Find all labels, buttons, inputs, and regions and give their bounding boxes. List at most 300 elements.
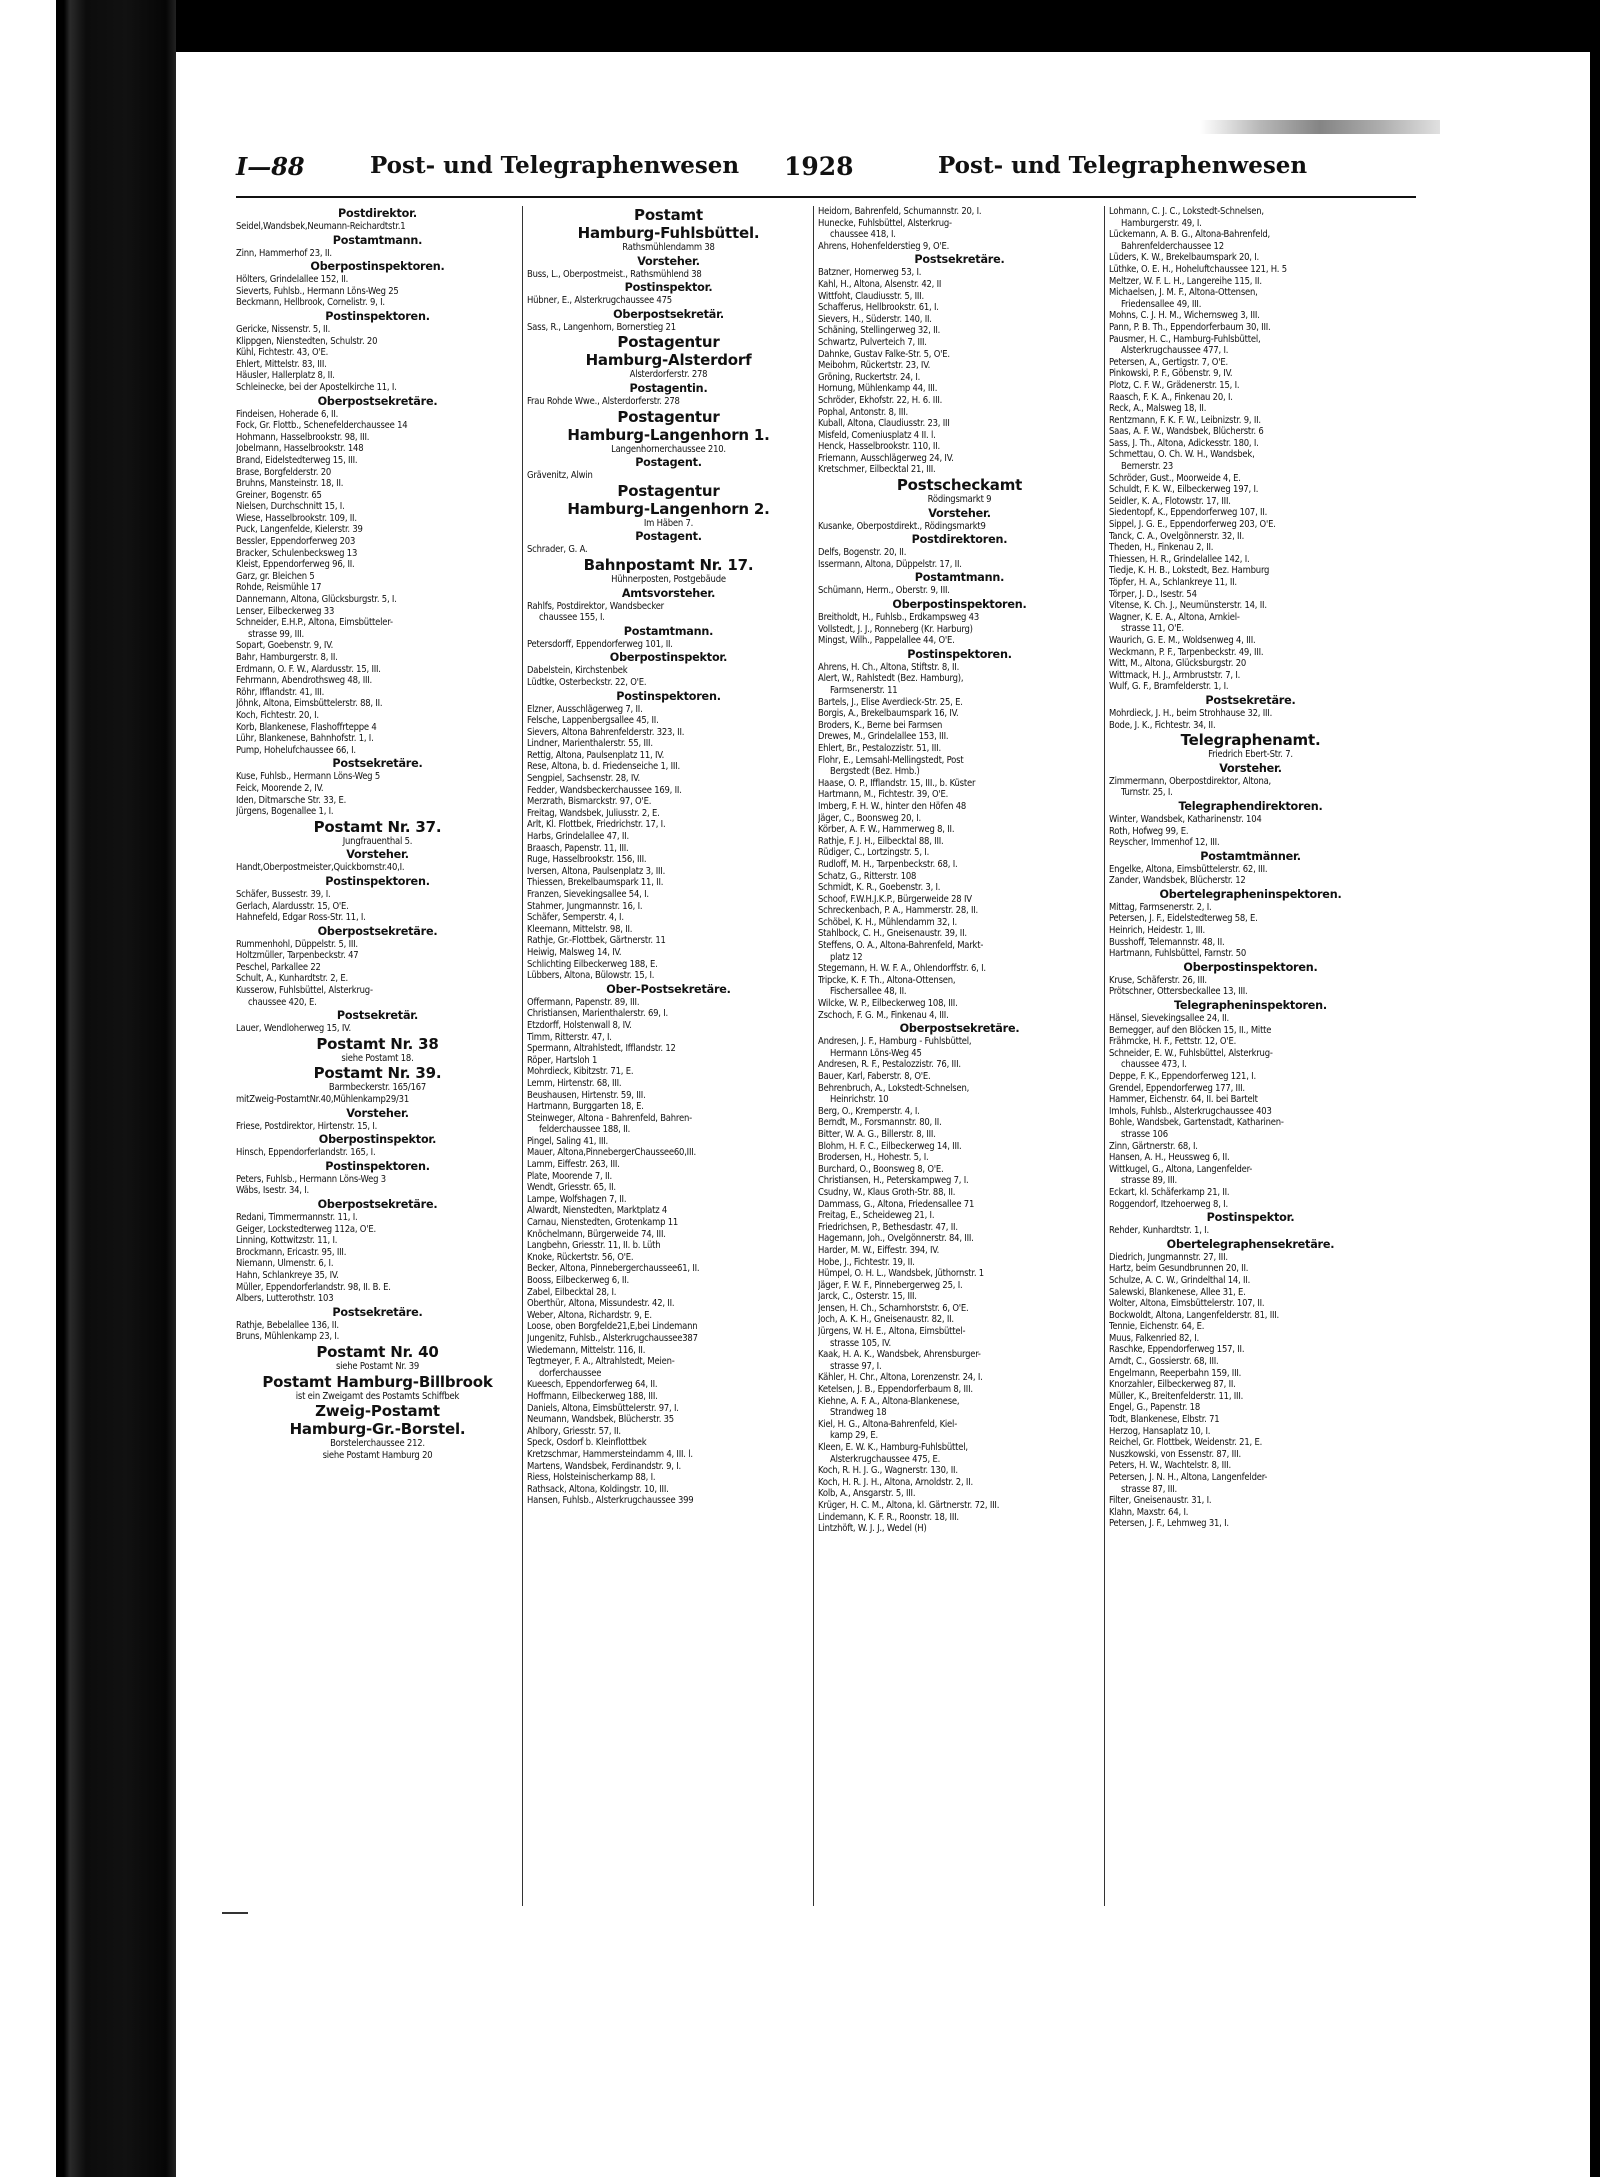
directory-entry: Timm, Ritterstr. 47, I. (527, 1031, 612, 1043)
address-line: Rathsmühlendamm 38 (622, 242, 715, 253)
directory-entry: Arlt, Kl. Flottbek, Friedrichstr. 17, I. (527, 819, 666, 831)
address-line: Rödingsmarkt 9 (927, 494, 992, 506)
directory-entry: Speck, Osdorf b. Kleinflottbek (527, 1437, 647, 1449)
directory-entry: Wagner, K. E. A., Altona, Arnkiel- (1109, 611, 1240, 623)
directory-entry: Filter, Gneisenaustr. 31, I. (1109, 1495, 1212, 1507)
directory-entry: Sopart, Goebenstr. 9, IV. (236, 640, 334, 652)
directory-entry: Vollstedt, J. J., Ronneberg (Kr. Harburg) (818, 623, 973, 635)
office-title: Postamt Nr. 39. (313, 1064, 442, 1083)
column-3 (818, 206, 1101, 1535)
directory-entry: Häusler, Hallerplatz 8, II. (236, 370, 335, 382)
directory-entry: Erdmann, O. F. W., Alardusstr. 15, III. (236, 663, 381, 675)
directory-entry: Fehrmann, Abendrothsweg 48, III. (236, 675, 373, 687)
directory-entry: Schröder, Gust., Moorweide 4, E. (1109, 472, 1241, 484)
directory-entry: Grävenitz, Alwin (527, 470, 593, 482)
directory-entry: Dahnke, Gustav Falke-Str. 5, O'E. (818, 348, 950, 360)
directory-entry: Busshoff, Telemannstr. 48, II. (1109, 936, 1225, 948)
directory-entry: Alwardt, Nienstedten, Marktplatz 4 (527, 1205, 668, 1217)
running-title-left: Post- und Telegraphenwesen (370, 152, 740, 179)
directory-entry: Broders, K., Berne bei Farmsen (818, 719, 943, 731)
directory-entry: Lüdtke, Osterbeckstr. 22, O'E. (527, 676, 647, 688)
directory-entry: Röhr, Ifflandstr. 41, III. (236, 686, 325, 698)
directory-entry: Wolter, Altona, Eimsbüttelerstr. 107, II. (1109, 1298, 1265, 1310)
section-heading: Postdirektoren. (911, 533, 1008, 547)
directory-entry: Rathje, Bebelallee 136, II. (236, 1319, 339, 1331)
scan-top-border (176, 0, 1590, 52)
section-heading: Postsekretäre. (332, 757, 423, 771)
directory-entry: Langbehn, Griesstr. 11, II. b. Lüth (527, 1240, 661, 1252)
directory-entry: Lampe, Wolfshagen 7, II. (527, 1193, 627, 1205)
directory-entry: Franzen, Sievekingsallee 54, I. (527, 889, 649, 900)
directory-entry: Waurich, G. E. M., Woldsenweg 4, III. (1109, 634, 1256, 646)
directory-entry: Hänsel, Sievekingsallee 24, II. (1109, 1013, 1229, 1025)
section-heading: Telegraphendirektoren. (1178, 799, 1323, 813)
office-title: Postamt Hamburg-Billbrook (262, 1372, 493, 1391)
directory-entry: Loose, oben Borgfelde21,E,bei Lindemann (527, 1321, 698, 1333)
directory-entry: Jürgens, W. H. E., Altona, Eimsbüttel- (818, 1326, 966, 1338)
directory-entry: Issermann, Altona, Düppelstr. 17, II. (818, 558, 962, 570)
directory-entry: Sass, J. Th., Altona, Adickesstr. 180, I. (1109, 437, 1259, 449)
directory-entry: Brand, Eidelstedterweg 15, III. (236, 454, 358, 466)
directory-entry: Hartmann, Fuhlsbüttel, Farnstr. 50 (1109, 948, 1247, 960)
section-heading: Obertelegrapheninspektoren. (1159, 887, 1342, 901)
directory-entry: Rettig, Altona, Paulsenplatz 11, IV. (527, 749, 665, 761)
directory-entry: Delfs, Bogenstr. 20, II. (818, 547, 907, 559)
directory-entry: Tripcke, K. F. Th., Altona-Ottensen, (818, 974, 956, 986)
directory-entry: Lindemann, K. F. R., Roonstr. 18, III. (818, 1511, 959, 1523)
directory-entry: Spermann, Altrahlstedt, Ifflandstr. 12 (527, 1043, 676, 1055)
office-title: Postagentur (617, 333, 720, 352)
address-line: siehe Postamt Hamburg 20 (322, 1449, 433, 1461)
directory-entry: Albers, Lutterothstr. 103 (236, 1293, 334, 1305)
directory-entry: Witt, M., Altona, Glücksburgstr. 20 (1109, 658, 1247, 670)
entry-continuation: felderchaussee 188, II. (539, 1124, 631, 1136)
directory-entry: Pinkowski, P. F., Göbenstr. 9, IV. (1109, 368, 1233, 380)
entry-continuation: chaussee 418, I. (830, 229, 896, 241)
directory-entry: Bartels, J., Elise Averdieck-Str. 25, E. (818, 696, 963, 708)
office-title: Postagentur (617, 407, 720, 426)
directory-entry: Hübner, E., Alsterkrugchaussee 475 (527, 295, 672, 307)
office-title: Hamburg-Gr.-Borstel. (289, 1420, 466, 1439)
directory-entry: Thiessen, H. R., Grindelallee 142, I. (1109, 553, 1250, 565)
directory-entry: Blohm, H. F. C., Eilbeckerweg 14, III. (818, 1140, 962, 1152)
directory-entry: Schult, A., Kunhardtstr. 2, E. (236, 973, 348, 985)
directory-entry: Harder, M. W., Eiffestr. 394, IV. (818, 1244, 940, 1256)
section-heading: Oberpostinspektor. (318, 1133, 437, 1147)
office-title: Bahnpostamt Nr. 17. (583, 555, 754, 574)
scan-right-border (1590, 0, 1600, 2177)
directory-entry: Batzner, Hornerweg 53, I. (818, 267, 922, 279)
office-title: Postagentur (617, 481, 720, 500)
directory-entry: Rathsack, Altona, Koldingstr. 10, III. (527, 1483, 669, 1495)
book-gutter (56, 0, 176, 2177)
directory-entry: Klippgen, Nienstedten, Schulstr. 20 (236, 335, 378, 347)
directory-entry: Diedrich, Jungmannstr. 27, III. (1109, 1251, 1228, 1263)
directory-entry: Schatz, G., Ritterstr. 108 (818, 870, 917, 882)
column-divider (813, 206, 814, 1906)
directory-entry: Kretschmer, Eilbecktal 21, III. (818, 464, 936, 476)
office-title: Hamburg-Alsterdorf (585, 351, 752, 370)
directory-entry: Pann, P. B. Th., Eppendorferbaum 30, III. (1109, 321, 1271, 333)
directory-entry: Heidorn, Bahrenfeld, Schumannstr. 20, I. (818, 206, 982, 217)
entry-continuation: strasse 106 (1121, 1128, 1168, 1140)
entry-continuation: Fischersallee 48, II. (830, 986, 907, 998)
directory-entry: Rehder, Kunhardtstr. 1, I. (1109, 1225, 1209, 1237)
directory-entry: Saas, A. F. W., Wandsbek, Blücherstr. 6 (1109, 426, 1264, 438)
directory-entry: Bracker, Schulenbecksweg 13 (236, 547, 358, 559)
directory-entry: Prötschner, Ottersbeckallee 13, III. (1109, 986, 1248, 998)
directory-entry: Hartz, beim Gesundbrunnen 20, II. (1109, 1263, 1249, 1275)
directory-entry: Andresen, R. F., Pestalozzistr. 76, III. (818, 1059, 961, 1071)
directory-entry: Sengpiel, Sachsenstr. 28, IV. (527, 773, 640, 785)
directory-entry: Niemann, Ulmenstr. 6, I. (236, 1258, 334, 1270)
directory-entry: Dabelstein, Kirchstenbek (527, 665, 628, 677)
section-heading: Postamtmann. (332, 233, 423, 247)
directory-entry: Körber, A. F. W., Hammerweg 8, II. (818, 824, 955, 836)
directory-entry: Grendel, Eppendorferweg 177, III. (1109, 1082, 1245, 1094)
directory-entry: Oberthür, Altona, Missundestr. 42, II. (527, 1298, 675, 1310)
directory-entry: Garz, gr. Bleichen 5 (236, 570, 315, 582)
directory-entry: Feick, Moorende 2, IV. (236, 782, 324, 794)
directory-entry: Nuszkowski, von Essenstr. 87, III. (1109, 1448, 1241, 1460)
directory-entry: Steffens, O. A., Altona-Bahrenfeld, Markt- (818, 940, 984, 952)
directory-entry: Lüthke, O. E. H., Hoheluftchaussee 121, H. 5 (1109, 263, 1287, 275)
directory-entry: Pingel, Saling 41, III. (527, 1135, 609, 1147)
directory-entry: Törper, J. D., Isestr. 54 (1109, 588, 1197, 600)
directory-entry: Schäning, Stellingerweg 32, II. (818, 325, 941, 337)
directory-entry: Vitense, K. Ch. J., Neumünsterstr. 14, II. (1109, 600, 1267, 612)
directory-entry: Seidel,Wandsbek,Neumann-Reichardtstr.1 (236, 221, 406, 232)
address-line: Friedrich Ebert-Str. 7. (1208, 749, 1293, 761)
directory-entry: Hahn, Schlankreye 35, IV. (236, 1269, 339, 1281)
entry-continuation: chaussee 420, E. (248, 996, 317, 1008)
directory-entry: Holtzmüller, Tarpenbeckstr. 47 (236, 950, 359, 962)
directory-entry: Deppe, F. K., Eppendorferweg 121, I. (1109, 1071, 1256, 1082)
section-heading: Postinspektoren. (907, 647, 1012, 661)
directory-entry: Kiehne, A. F. A., Altona-Blankenese, (818, 1395, 960, 1407)
directory-entry: Kretzschmar, Hammersteindamm 4, III. l. (527, 1448, 693, 1460)
office-title: Hamburg-Fuhlsbüttel. (577, 224, 760, 242)
directory-entry: Linning, Kottwitzstr. 11, I. (236, 1235, 338, 1247)
directory-entry: Lemm, Hirtenstr. 68, III. (527, 1077, 622, 1089)
directory-entry: Petersdorff, Eppendorferweg 101, II. (527, 638, 673, 650)
directory-entry: Koch, R. H. J. G., Wagnerstr. 130, II. (818, 1465, 958, 1477)
directory-entry: Engelke, Altona, Eimsbüttelerstr. 62, III. (1109, 863, 1268, 875)
directory-entry: Ehlert, Mittelstr. 83, III. (236, 358, 327, 370)
directory-entry: Sievers, H., Süderstr. 140, II. (818, 313, 932, 325)
directory-entry: Hunecke, Fuhlsbüttel, Alsterkrug- (818, 217, 952, 229)
directory-entry: Rummenhohl, Düppelstr. 5, III. (236, 938, 358, 950)
section-heading: Postsekretäre. (914, 253, 1005, 267)
directory-entry: Hahnefeld, Edgar Ross-Str. 11, I. (236, 912, 366, 924)
directory-entry: Salewski, Blankenese, Allee 31, E. (1109, 1286, 1246, 1298)
directory-entry: Sass, R., Langenhorn, Bornerstieg 21 (527, 321, 676, 333)
directory-entry: Misfeld, Comeniusplatz 4 II. l. (818, 429, 936, 441)
directory-entry: Lintzhöft, W. J. J., Wedel (H) (818, 1523, 927, 1535)
section-heading: Postsekretäre. (332, 1305, 423, 1319)
entry-continuation: kamp 29, E. (830, 1430, 879, 1442)
directory-entry: Imhols, Fuhlsb., Alsterkrugchaussee 403 (1109, 1105, 1272, 1117)
entry-continuation: strasse 89, III. (1121, 1175, 1178, 1187)
directory-entry: Martens, Wandsbek, Ferdinandstr. 9, I. (527, 1460, 681, 1472)
directory-entry: Handt,Oberpostmeister,Quickbornstr.40,I. (236, 862, 405, 874)
directory-entry: Kolb, A., Ansgarstr. 5, III. (818, 1488, 916, 1500)
directory-entry: Tanck, C. A., Övelgönnerstr. 32, II. (1109, 530, 1245, 542)
directory-entry: Bernegger, auf den Blöcken 15, II., Mitte (1109, 1024, 1272, 1036)
directory-entry: Zinn, Hammerhof 23, II. (236, 247, 332, 259)
directory-entry: Mohns, C. J. H. M., Wichernsweg 3, III. (1109, 310, 1260, 322)
directory-entry: Kahl, H., Altona, Alsenstr. 42, II (818, 278, 942, 290)
directory-entry: Lühr, Blankenese, Bahnhofstr. 1, I. (236, 733, 374, 745)
section-heading: Oberpostsekretäre. (899, 1022, 1020, 1036)
office-title: Postscheckamt (896, 476, 1023, 495)
office-title: Postamt (634, 206, 703, 224)
directory-entry: Stahlbock, C. H., Gneisenaustr. 39, II. (818, 928, 967, 940)
address-line: Hühnerposten, Postgebäude (611, 573, 726, 585)
directory-entry: Friedrichsen, P., Bethesdastr. 47, II. (818, 1221, 958, 1233)
directory-entry: Schmettau, O. Ch. W. H., Wandsbek, (1109, 449, 1255, 461)
entry-continuation: strasse 11, O'E. (1121, 623, 1184, 635)
entry-continuation: chaussee 473, I. (1121, 1059, 1187, 1071)
column-4 (1109, 206, 1392, 1530)
directory-entry: Meibohm, Rückertstr. 23, IV. (818, 360, 931, 372)
directory-entry: Hartmann, Burggarten 18, E. (527, 1101, 644, 1113)
directory-entry: Knöchelmann, Bürgerweide 74, III. (527, 1228, 666, 1240)
directory-entry: Elzner, Ausschlägerweg 7, II. (527, 703, 643, 715)
directory-entry: Bohle, Wandsbek, Gartenstadt, Katharinen- (1109, 1117, 1284, 1129)
directory-entry: Schneider, E. W., Fuhlsbüttel, Alsterkrug- (1109, 1047, 1273, 1059)
entry-continuation: Strandweg 18 (830, 1407, 887, 1419)
directory-entry: Müller, K., Breitenfelderstr. 11, III. (1109, 1390, 1244, 1402)
directory-entry: Flohr, E., Lemsahl-Mellingstedt, Post (818, 754, 964, 766)
directory-entry: Heiwig, Malsweg 14, IV. (527, 946, 622, 958)
directory-entry: Booss, Eilbeckerweg 6, II. (527, 1275, 629, 1286)
directory-entry: Pump, Hohelufchaussee 66, I. (236, 744, 356, 756)
directory-entry: Etzdorff, Holstenwall 8, IV. (527, 1019, 632, 1031)
directory-entry: Mingst, Wilh., Pappelallee 44, O'E. (818, 635, 955, 647)
entry-continuation: strasse 97, I. (830, 1360, 882, 1372)
directory-entry: Kühl, Fichtestr. 43, O'E. (236, 347, 329, 359)
directory-entry: Beushausen, Hirtenstr. 59, III. (527, 1089, 646, 1101)
directory-entry: Jürgens, Bogenallee 1, I. (236, 806, 334, 818)
section-heading: Ober-Postsekretäre. (606, 982, 731, 996)
entry-continuation: Friedensallee 49, III. (1121, 298, 1202, 310)
directory-entry: Bauer, Karl, Faberstr. 8, O'E. (818, 1071, 931, 1082)
directory-entry: Dammass, G., Altona, Friedensallee 71 (818, 1198, 975, 1210)
address-line: Alsterdorferstr. 278 (629, 369, 708, 381)
directory-entry: Plotz, C. F. W., Grädenerstr. 15, I. (1109, 379, 1240, 391)
section-heading: Postdirektor. (338, 207, 417, 220)
directory-entry: Rudloff, M. H., Tarpenbeckstr. 68, I. (818, 858, 958, 870)
directory-entry: Hobe, J., Fichtestr. 19, II. (818, 1256, 915, 1268)
directory-entry: Borgis, A., Brekelbaumspark 16, IV. (818, 708, 959, 720)
section-heading: Oberpostinspektor. (609, 651, 728, 665)
directory-entry: Schulze, A. C. W., Grindelthal 14, II. (1109, 1274, 1251, 1286)
directory-entry: Rathje, Gr.-Flottbek, Gärtnerstr. 11 (527, 935, 666, 947)
directory-entry: Gericke, Nissenstr. 5, II. (236, 323, 331, 335)
directory-entry: Thiessen, Brekelbaumspark 11, II. (527, 877, 664, 889)
directory-entry: Hammer, Eichenstr. 64, II. bei Bartelt (1109, 1094, 1258, 1106)
section-heading: Postamtmann. (623, 624, 714, 638)
directory-entry: Brockmann, Ericastr. 95, III. (236, 1246, 347, 1258)
directory-entry: Rathje, F. J. H., Eilbecktal 88, III. (818, 835, 944, 847)
directory-entry: Schrader, G. A. (527, 544, 588, 556)
directory-entry: Hohmann, Hasselbrookstr. 98, III. (236, 431, 370, 443)
directory-entry: Kiel, H. G., Altona-Bahrenfeld, Kiel- (818, 1418, 958, 1430)
directory-entry: Mohrdieck, Kibitzstr. 71, E. (527, 1066, 634, 1078)
directory-entry: Alert, W., Rahlstedt (Bez. Hamburg), (818, 673, 964, 685)
entry-continuation: Bahrenfelderchaussee 12 (1121, 240, 1224, 252)
scan-edge (0, 0, 56, 2177)
directory-entry: Ketelsen, J. B., Eppendorferbaum 8, III. (818, 1384, 973, 1396)
directory-entry: Wilcke, W. P., Eilbeckerweg 108, III. (818, 998, 958, 1010)
directory-entry: Freitag, Wandsbek, Juliusstr. 2, E. (527, 807, 660, 819)
directory-entry: Tiedje, K. H. B., Lokstedt, Bez. Hamburg (1109, 565, 1270, 577)
margin-mark (222, 1912, 248, 1914)
directory-entry: Ahrens, Hohenfelderstieg 9, O'E. (818, 240, 950, 252)
entry-continuation: chaussee 155, I. (539, 612, 605, 624)
directory-entry: Ruge, Hasselbrookstr. 156, III. (527, 854, 647, 866)
directory-entry: Jäger, C., Boonsweg 20, I. (818, 812, 921, 824)
section-heading: Amtsvorsteher. (621, 586, 716, 600)
directory-entry: Rese, Altona, b. d. Friedenseiche 1, III. (527, 761, 680, 773)
directory-entry: Imberg, F. H. W., hinter den Höfen 48 (818, 800, 967, 812)
section-heading: Postsekretär. (336, 1009, 419, 1023)
directory-entry: Andresen, J. F., Hamburg - Fuhlsbüttel, (818, 1036, 972, 1048)
directory-entry: Michaelsen, J. M. F., Altona-Ottensen, (1109, 287, 1258, 299)
section-heading: Postamtmänner. (1200, 849, 1301, 863)
directory-entry: Koch, Fichtestr. 20, I. (236, 709, 319, 721)
directory-entry: Wittkugel, G., Altona, Langenfelder- (1109, 1163, 1253, 1175)
directory-entry: Merzrath, Bismarckstr. 97, O'E. (527, 796, 652, 808)
directory-entry: Zander, Wandsbek, Blücherstr. 12 (1109, 875, 1246, 887)
entry-continuation: strasse 105, IV. (830, 1337, 891, 1349)
directory-entry: Lenser, Eilbeckerweg 33 (236, 605, 335, 617)
directory-entry: Kusserow, Fuhlsbüttel, Alsterkrug- (236, 985, 373, 997)
directory-entry: Raschke, Eppendorferweg 157, II. (1109, 1344, 1245, 1356)
directory-entry: Wulf, G. F., Bramfelderstr. 1, I. (1109, 681, 1229, 693)
directory-entry: Siedentopf, K., Eppendorferweg 107, II. (1109, 507, 1268, 519)
directory-entry: Schneider, E.H.P., Altona, Eimsbütteler- (236, 617, 393, 629)
directory-entry: Peschel, Parkallee 22 (236, 961, 321, 973)
directory-entry: Weber, Altona, Richardstr. 9, E. (527, 1309, 652, 1321)
directory-entry: Eckart, kl. Schäferkamp 21, II. (1109, 1186, 1230, 1198)
section-heading: Vorsteher. (346, 848, 409, 862)
directory-entry: Sievers, Altona Bahrenfelderstr. 323, II. (527, 726, 685, 738)
directory-entry: Becker, Altona, Pinnebergerchaussee61, II. (527, 1263, 700, 1275)
directory-entry: Dannemann, Altona, Glücksburgstr. 5, I. (236, 594, 397, 606)
directory-entry: Freitag, E., Scheideweg 21, I. (818, 1210, 935, 1222)
section-heading: Postamtmann. (914, 571, 1005, 585)
directory-entry: Jungenitz, Fuhlsb., Alsterkrugchaussee387 (527, 1332, 698, 1344)
directory-entry: Christiansen, H., Peterskampweg 7, I. (818, 1175, 969, 1187)
directory-entry: Schuldt, F. K. W., Eilbeckerweg 197, I. (1109, 484, 1259, 496)
directory-entry: Rüdiger, C., Lortzingstr. 5, I. (818, 847, 930, 859)
section-heading: Postsekretäre. (1205, 693, 1296, 707)
directory-entry: Nielsen, Durchschnitt 15, I. (236, 501, 345, 513)
section-heading: Postinspektoren. (325, 1159, 430, 1173)
address-line: Langenhornerchaussee 210. (611, 443, 726, 455)
column-divider (522, 206, 523, 1906)
directory-entry: Engelmann, Reeperbahn 159, III. (1109, 1367, 1242, 1379)
directory-entry: Hoffmann, Eilbeckerweg 188, III. (527, 1390, 658, 1402)
directory-entry: Braasch, Papenstr. 11, III. (527, 842, 629, 854)
directory-entry: Christiansen, Marienthalerstr. 69, I. (527, 1008, 669, 1020)
directory-entry: Koch, H. R. J. H., Altona, Arnoldstr. 2, II. (818, 1476, 973, 1488)
directory-entry: Hornung, Mühlenkamp 44, III. (818, 383, 938, 395)
page-number: I—88 (236, 152, 305, 181)
entry-continuation: Bergstedt (Bez. Hmb.) (830, 766, 920, 778)
address-line: ist ein Zweigamt des Postamts Schiffbek (295, 1390, 460, 1402)
directory-entry: Petersen, J. N. H., Altona, Langenfelder- (1109, 1472, 1268, 1483)
directory-entry: Müller, Eppendorferlandstr. 98, II. B. E. (236, 1281, 391, 1293)
directory-entry: Wittfoht, Claudiusstr. 5, III. (818, 290, 924, 302)
directory-entry: Peters, Fuhlsb., Hermann Löns-Weg 3 (236, 1173, 386, 1185)
entry-continuation: strasse 99, III. (248, 628, 305, 640)
directory-entry: Zinn, Gärtnerstr. 68, I. (1109, 1140, 1198, 1152)
directory-entry: Peters, H. W., Wachtelstr. 8, III. (1109, 1460, 1231, 1472)
address-line: Borstelerchaussee 212. (330, 1438, 425, 1450)
directory-entry: Hansen, A. H., Heussweg 6, II. (1109, 1152, 1230, 1164)
directory-entry: Herzog, Hansaplatz 10, I. (1109, 1425, 1211, 1437)
directory-entry: Ahrens, H. Ch., Altona, Stiftstr. 8, II. (818, 661, 960, 673)
directory-entry: Korb, Blankenese, Flashoffrteppe 4 (236, 721, 377, 733)
directory-entry: Bruns, Mühlenkamp 23, I. (236, 1331, 340, 1343)
directory-entry: Felsche, Lappenbergsallee 45, II. (527, 715, 659, 727)
directory-entry: Ehlert, Br., Pestalozzistr. 51, III. (818, 742, 941, 754)
directory-entry: Frähmcke, H. F., Fettstr. 12, O'E. (1109, 1036, 1237, 1048)
directory-entry: Petersen, A., Gertigstr. 7, O'E. (1109, 356, 1228, 368)
directory-entry: Seidler, K. A., Flotowstr. 17, III. (1109, 495, 1231, 507)
section-heading: Vorsteher. (346, 1106, 409, 1120)
header-rule (236, 196, 1416, 198)
directory-entry: Jensen, H. Ch., Scharnhorststr. 6, O'E. (818, 1302, 969, 1314)
directory-entry: Beckmann, Hellbrook, Cornelistr. 9, I. (236, 297, 385, 309)
office-title: Postamt Nr. 37. (313, 817, 442, 836)
section-heading: Vorsteher. (1219, 761, 1282, 775)
directory-entry: Jöhnk, Altona, Eimsbüttelerstr. 88, II. (236, 698, 383, 710)
directory-entry: Lamm, Eiffestr. 263, III. (527, 1159, 620, 1171)
section-heading: Telegrapheninspektoren. (1173, 999, 1327, 1013)
directory-entry: Joch, A. K. H., Gneisenaustr. 82, II. (818, 1314, 954, 1326)
directory-entry: Reck, A., Malsweg 18, II. (1109, 403, 1207, 415)
directory-entry: Frau Rohde Wwe., Alsterdorferstr. 278 (527, 395, 680, 407)
directory-entry: Rahlfs, Postdirektor, Wandsbecker (527, 600, 664, 612)
address-line: Im Häben 7. (643, 517, 694, 529)
directory-entry: Bode, J. K., Fichtestr. 34, II. (1109, 719, 1216, 731)
directory-entry: Kueesch, Eppendorferweg 64, II. (527, 1379, 658, 1391)
directory-entry: Meltzer, W. F. L. H., Langereihe 115, II. (1109, 275, 1262, 287)
directory-entry: Winter, Wandsbek, Katharinenstr. 104 (1109, 813, 1262, 825)
directory-entry: Bockwoldt, Altona, Langenfelderstr. 81, III. (1109, 1309, 1280, 1321)
directory-entry: Reichel, Gr. Flottbek, Weidenstr. 21, E. (1109, 1437, 1263, 1449)
address-line: siehe Postamt Nr. 39 (335, 1360, 420, 1372)
directory-entry: Offermann, Papenstr. 89, III. (527, 996, 640, 1008)
directory-entry: Roggendorf, Itzehoerweg 8, I. (1109, 1198, 1228, 1210)
directory-entry: Brodersen, H., Hohestr. 5, I. (818, 1152, 929, 1164)
directory-entry: Geiger, Lockstedterweg 112a, O'E. (236, 1223, 376, 1235)
directory-entry: mitZweig-PostamtNr.40,Mühlenkamp29/31 (236, 1094, 409, 1106)
column-1 (236, 206, 519, 1461)
directory-entry: Hartmann, M., Fichtestr. 39, O'E. (818, 789, 949, 801)
directory-entry: Lückemann, A. B. G., Altona-Bahrenfeld, (1109, 229, 1270, 241)
directory-entry: Stegemann, H. W. F. A., Ohlendorffstr. 6, I. (818, 963, 986, 975)
directory-entry: Lauer, Wendloherweg 15, IV. (236, 1023, 351, 1035)
section-heading: Postagent. (635, 530, 702, 544)
section-heading: Postinspektoren. (325, 874, 430, 888)
section-heading: Oberpostsekretäre. (317, 1198, 438, 1211)
directory-entry: Jobelmann, Hasselbrookstr. 148 (236, 443, 364, 455)
